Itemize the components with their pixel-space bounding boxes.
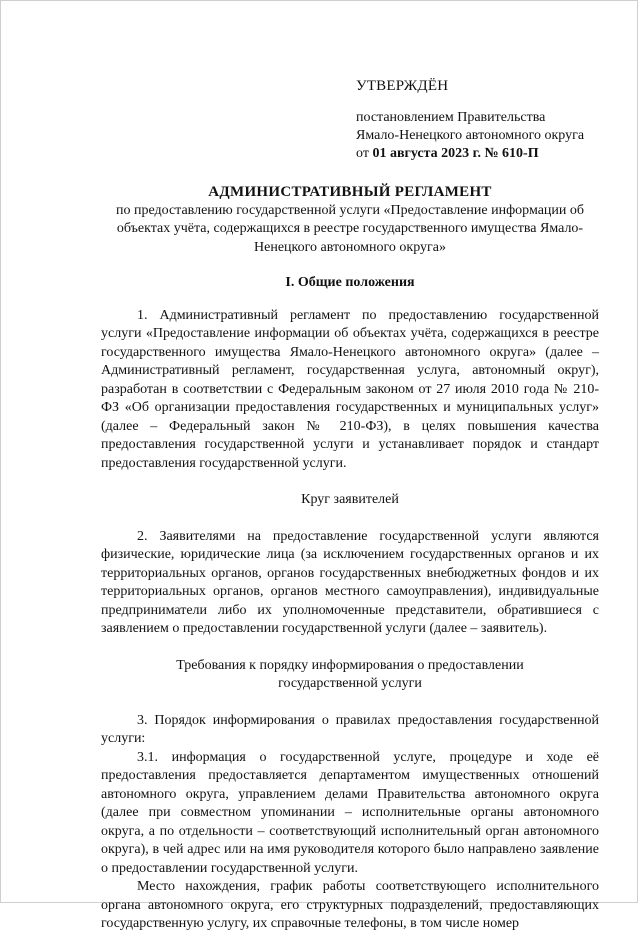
subsection-title-line: Требования к порядку информирования о предоставлении	[176, 657, 524, 673]
paragraph-3-1: 3.1. информация о государственной услуге, процедуре и ходе её предоставления предоставляется департаментом имущественных отношений автономного округа, управлением делами Правительства автономного округа (далее при совместном упоминании – исполнительные органы автономного округа, а по отдельности – соответствующий исполнительный орган автономного округа), в чей адрес или на имя руководителя которого было направлено заявление о предоставлении государственной услуги.	[101, 749, 599, 876]
approval-date-value: 01 августа 2023 г. № 610-П	[372, 146, 539, 161]
subsection-title-line: государственной услуги	[278, 676, 422, 691]
paragraph-3: 3. Порядок информирования о правилах предоставления государственной услуги:	[101, 712, 599, 746]
approval-date	[356, 145, 616, 163]
approval-line: постановлением Правительства	[356, 110, 546, 125]
subsection-title-information	[101, 657, 599, 694]
section-title: I. Общие положения	[285, 275, 415, 290]
approval-line: Ямало-Ненецкого автономного округа	[356, 128, 585, 143]
document-title: АДМИНИСТРАТИВНЫЙ РЕГЛАМЕНТ	[208, 184, 492, 200]
paragraph-2: 2. Заявителями на предоставление государственной услуги являются физические, юридические лица (за исключением государственных органов и их территориальных органов, органов государственных внебюджетных фондов и их территориальных органов, органов местного самоуправления), индивидуальные предприниматели либо их уполномоченные представители, обратившиеся с заявлением о предоставлении государственной услуги (далее – заявитель).	[101, 528, 599, 636]
approval-block	[356, 77, 616, 163]
paragraph-1: 1. Административный регламент по предоставлению государственной услуги «Предоставление информации об объектах учёта, содержащихся в реестре государственного имущества Ямало-Ненецкого автономного округа» (далее – Административный регламент, государственная услуга, автономный округ), разработан в соответствии с Федеральным законом от 27 июля 2010 года № 210-ФЗ «Об организации предоставления государственных и муниципальных услуг» (далее – Федеральный закон № 210-ФЗ), в целях повышения качества предоставления государственной услуги и устанавливает порядок и стандарт предоставления государственной услуги.	[101, 307, 599, 471]
approval-heading: УТВЕРЖДЁН	[356, 78, 449, 94]
subsection-title-applicants: Круг заявителей	[301, 492, 399, 507]
approval-date-prefix: от	[356, 146, 373, 161]
document-content	[101, 183, 599, 934]
document-subtitle: по предоставлению государственной услуги «Предоставление информации об объектах учёта, содержащихся в реестре государственного имущества Ямало-Ненецкого автономного округа»	[115, 202, 585, 255]
paragraph-4: Место нахождения, график работы соответствующего исполнительного органа автономного округа, его структурных подразделений, предоставляющих государственную услугу, их справочные телефоны, в том числе номер	[101, 879, 599, 931]
